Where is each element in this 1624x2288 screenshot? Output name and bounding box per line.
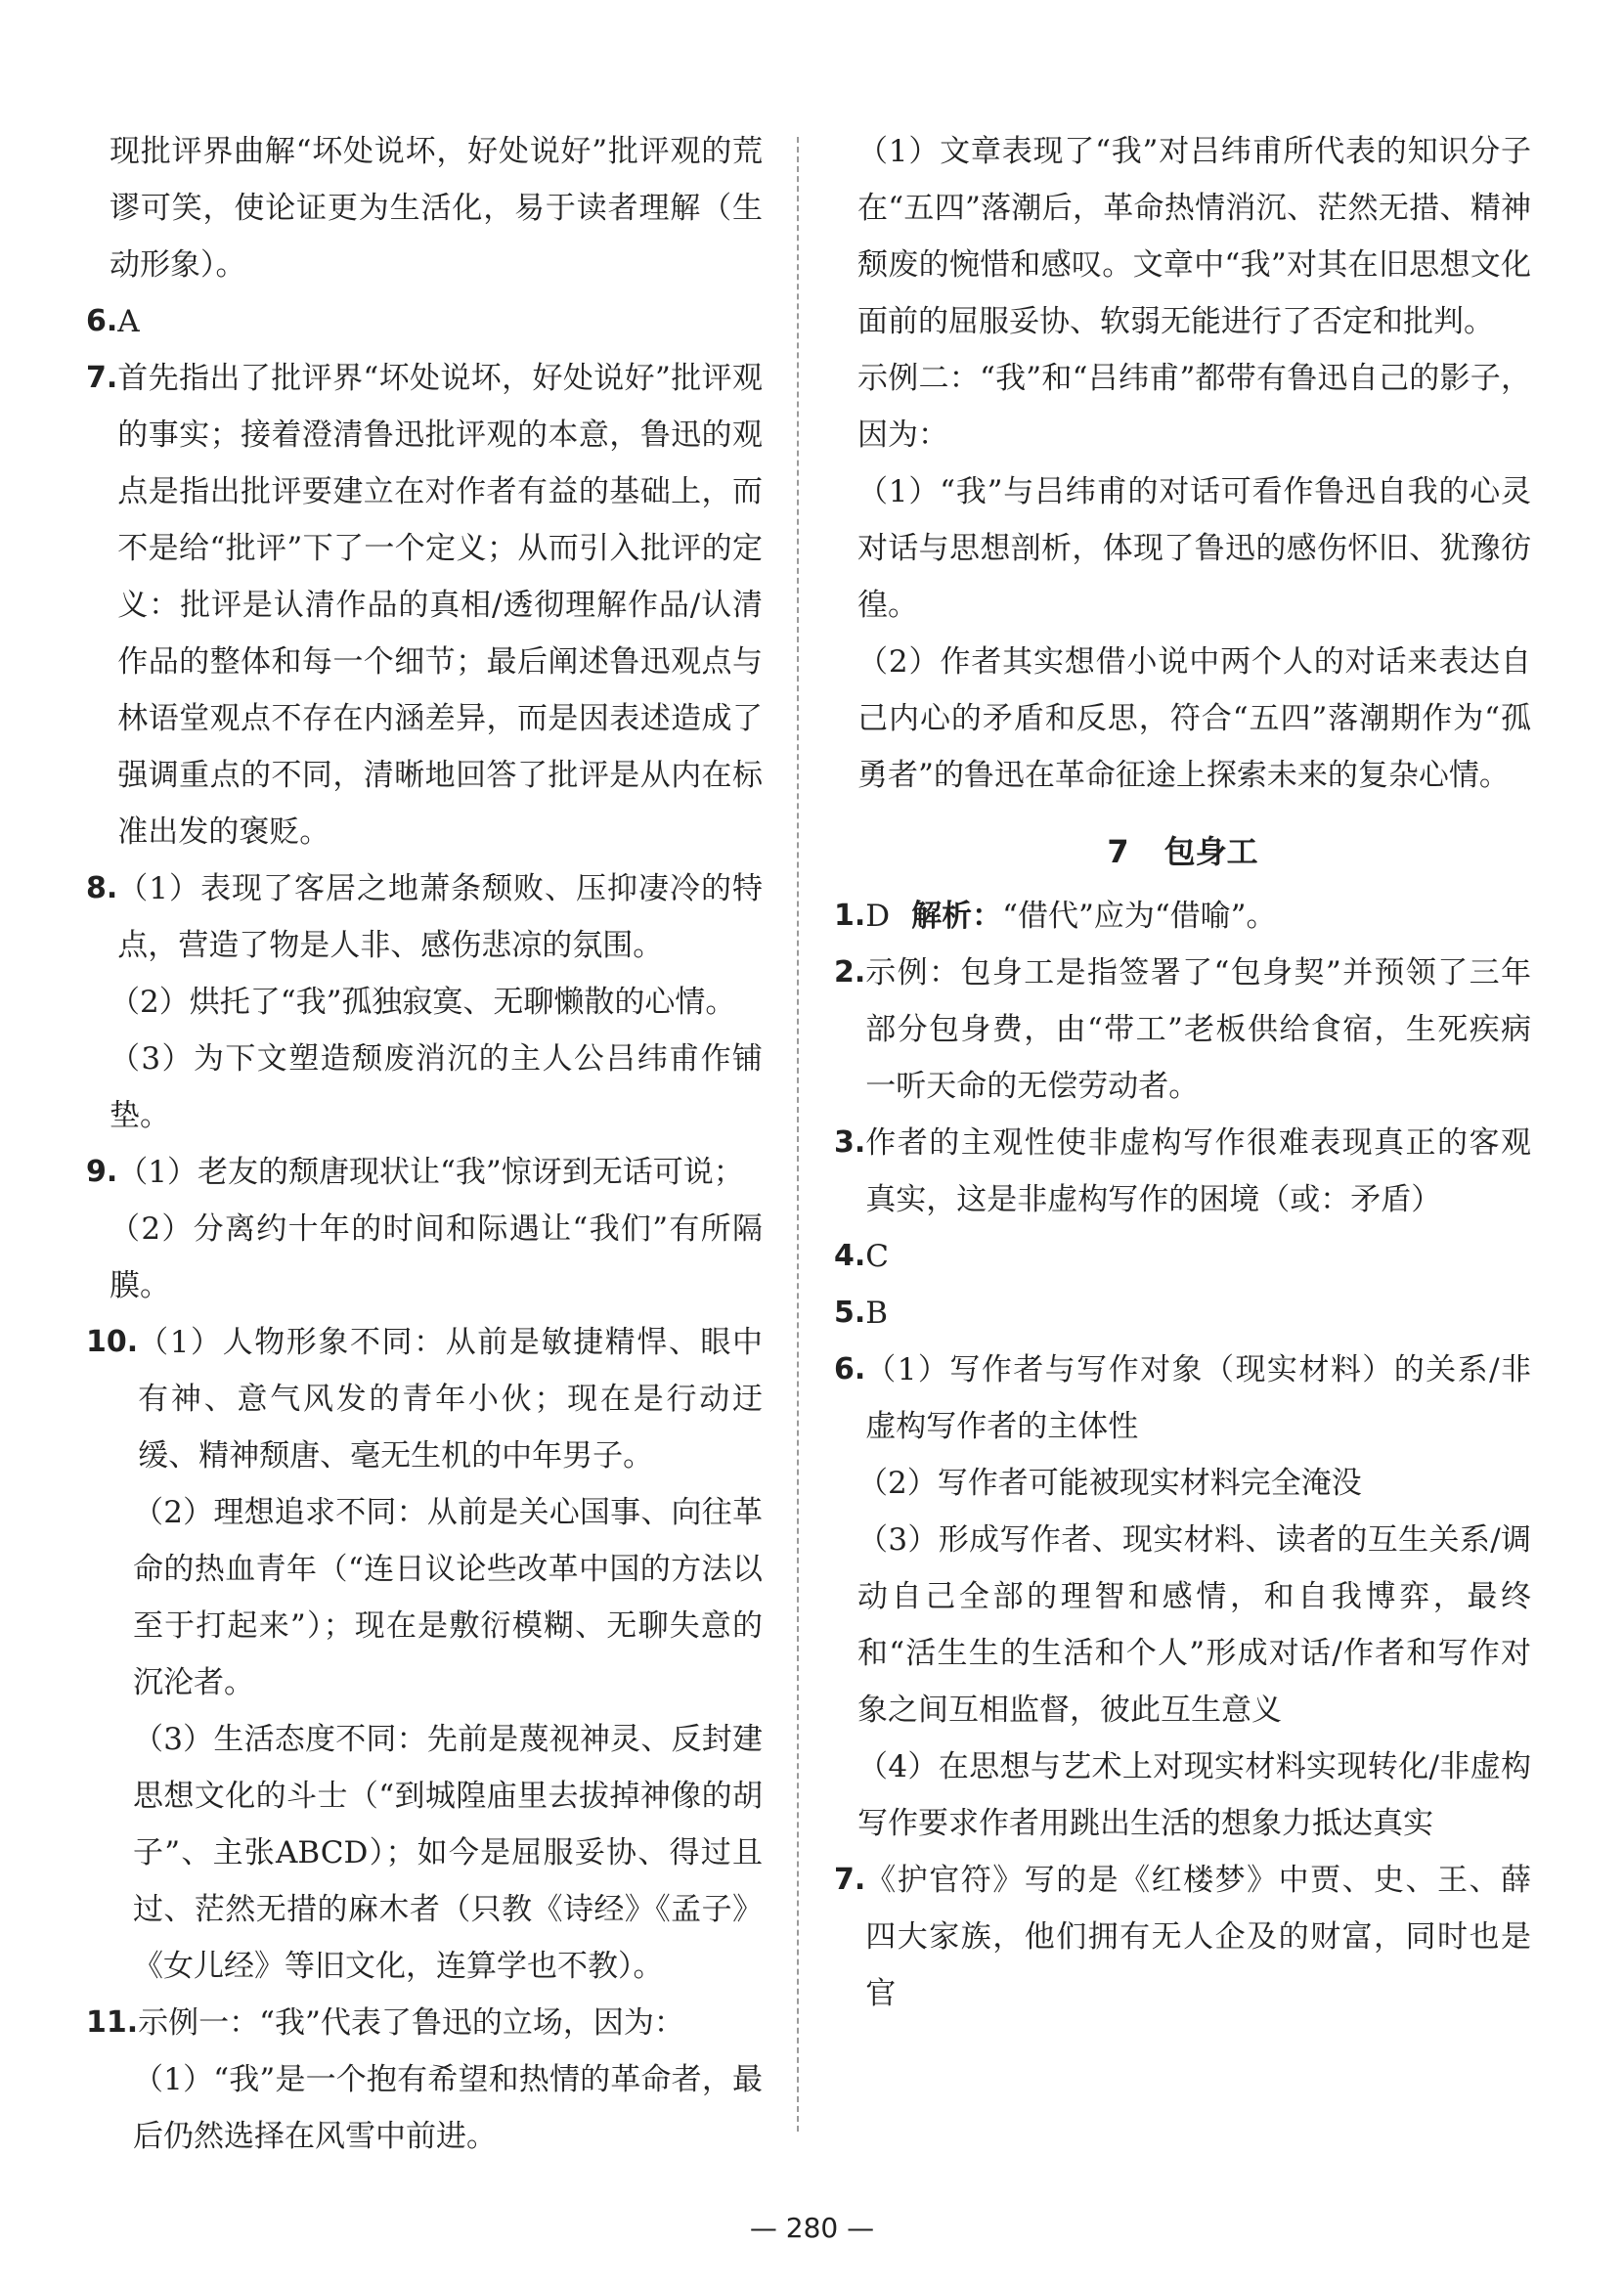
item-text: 作者的主观性使非虚构写作很难表现真正的客观真实，这是非虚构写作的困境（或：矛盾） (865, 1125, 1531, 1217)
answer-item-5 (834, 1285, 1531, 1342)
item-text: （1）人物形象不同：从前是敏捷精悍、眼中有神、意气风发的青年小伙；现在是行动迂缓、精神颓唐、毫无生机的中年男子。 (138, 1325, 763, 1474)
answer-item-4 (834, 1228, 1531, 1285)
section-number: 7 (1107, 833, 1129, 870)
paragraph: （2）烘托了“我”孤独寂寞、无聊懒散的心情。 (110, 985, 736, 1020)
item-number: 2. (834, 955, 866, 990)
item-text: （1）表现了客居之地萧条颓败、压抑凄冷的特点，营造了物是人非、感伤悲凉的氛围。 (117, 871, 763, 963)
item-number: 1. (834, 899, 866, 933)
answer-item-8 (86, 860, 763, 974)
item-text: 《护官符》写的是《红楼梦》中贾、史、王、薛四大家族，他们拥有无人企及的财富，同时也是官 (865, 1863, 1531, 2011)
answer-item-7 (86, 350, 763, 860)
item-number: 4. (834, 1239, 866, 1273)
item-text: C (865, 1239, 890, 1274)
right-column (834, 123, 1531, 2022)
left-column (86, 123, 763, 2165)
section-heading (834, 823, 1531, 880)
item-text: A (117, 304, 140, 339)
answer-item-2 (834, 945, 1531, 1115)
item-number: 6. (834, 1352, 866, 1386)
item-number: 5. (834, 1296, 866, 1330)
paragraph: （4）在思想与艺术上对现实材料实现转化/非虚构写作要求作者用跳出生活的想象力抵达真实 (857, 1749, 1531, 1841)
item-number: 11. (86, 2005, 139, 2040)
paragraph: 示例二：“我”和“吕纬甫”都带有鲁迅自己的影子，因为： (857, 361, 1531, 453)
answer-item-3 (834, 1115, 1531, 1228)
page-number: — 280 — (749, 2212, 875, 2244)
answer-item-10 (86, 1314, 763, 1484)
item-text: （1）老友的颓唐现状让“我”惊讶到无话可说； (117, 1155, 744, 1190)
item-text: B (865, 1296, 889, 1331)
paragraph: （1）“我”是一个抱有希望和热情的革命者，最后仍然选择在风雪中前进。 (133, 2062, 763, 2154)
column-divider (797, 137, 799, 2132)
item-number: 7. (86, 361, 118, 395)
answer-item-6 (834, 1342, 1531, 1455)
item-text: 示例：包身工是指签署了“包身契”并预领了三年部分包身费，由“带工”老板供给食宿，生死疾病一听天命的无偿劳动者。 (865, 955, 1531, 1104)
paragraph: （3）形成写作者、现实材料、读者的互生关系/调动自己全部的理智和感情，和自我博弈，最终和“活生生的生活和个人”形成对话/作者和写作对象之间互相监督，彼此互生意义 (857, 1522, 1531, 1728)
item-text (865, 888, 1531, 945)
paragraph: （2）作者其实想借小说中两个人的对话来表达自己内心的矛盾和反思，符合“五四”落潮期作为“孤勇者”的鲁迅在革命征途上探索未来的复杂心情。 (857, 644, 1531, 793)
answer-item-11 (86, 1995, 763, 2051)
paragraph: （1）文章表现了“我”对吕纬甫所代表的知识分子在“五四”落潮后，革命热情消沉、茫然无措、精神颓废的惋惜和感叹。文章中“我”对其在旧思想文化面前的屈服妥协、软弱无能进行了否定和批判。 (857, 134, 1531, 339)
paragraph: 现批评界曲解“坏处说坏，好处说好”批评观的荒谬可笑，使论证更为生活化，易于读者理解（生动形象）。 (110, 134, 763, 283)
item-text: 示例一：“我”代表了鲁迅的立场，因为： (138, 2005, 684, 2041)
paragraph: （3）为下文塑造颓废消沉的主人公吕纬甫作铺垫。 (110, 1041, 763, 1133)
item-number: 3. (834, 1125, 866, 1160)
paragraph: （2）理想追求不同：从前是关心国事、向往革命的热血青年（“连日议论些改革中国的方法以至于打起来”）；现在是敷衍模糊、无聊失意的沉沦者。 (133, 1495, 763, 1700)
answer-item-9 (86, 1144, 763, 1201)
paragraph: （1）“我”与吕纬甫的对话可看作鲁迅自我的心灵对话与思想剖析，体现了鲁迅的感伤怀旧、犹豫彷徨。 (857, 474, 1531, 623)
item-text: （1）写作者与写作对象（现实材料）的关系/非虚构写作者的主体性 (865, 1352, 1531, 1444)
item-number: 10. (86, 1325, 139, 1359)
answer-item-1 (834, 888, 1531, 945)
item-text: 首先指出了批评界“坏处说坏，好处说好”批评观的事实；接着澄清鲁迅批评观的本意，鲁迅的观点是指出批评要建立在对作者有益的基础上，而不是给“批评”下了一个定义；从而引入批评的定义：批评是认清作品的真相/透彻理解作品/认清作品的整体和每一个细节；最后阐述鲁迅观点与林语堂观点不存在内涵差异，而是因表述造成了强调重点的不同，清晰地回答了批评是从内在标准出发的褒贬。 (117, 361, 763, 850)
item-number: 9. (86, 1155, 118, 1189)
paragraph: （3）生活态度不同：先前是蔑视神灵、反封建思想文化的斗士（“到城隍庙里去拔掉神像的胡子”、主张ABCD）；如今是屈服妥协、得过且过、茫然无措的麻木者（只教《诗经》《孟子》《女儿经》等旧文化，连算学也不教）。 (133, 1722, 763, 1984)
section-title: 包身工 (1163, 833, 1258, 870)
paragraph: （2）分离约十年的时间和际遇让“我们”有所隔膜。 (110, 1211, 763, 1303)
paragraph: （2）写作者可能被现实材料完全淹没 (857, 1466, 1362, 1501)
answer-letter: D (865, 899, 891, 934)
item-number: 8. (86, 871, 118, 905)
answer-item-7 (834, 1852, 1531, 2022)
analysis-label: 解析： (911, 899, 1003, 934)
answer-item-6 (86, 293, 763, 350)
item-number: 6. (86, 304, 118, 338)
analysis-text: “借代”应为“借喻”。 (1002, 899, 1277, 934)
item-number: 7. (834, 1863, 866, 1897)
